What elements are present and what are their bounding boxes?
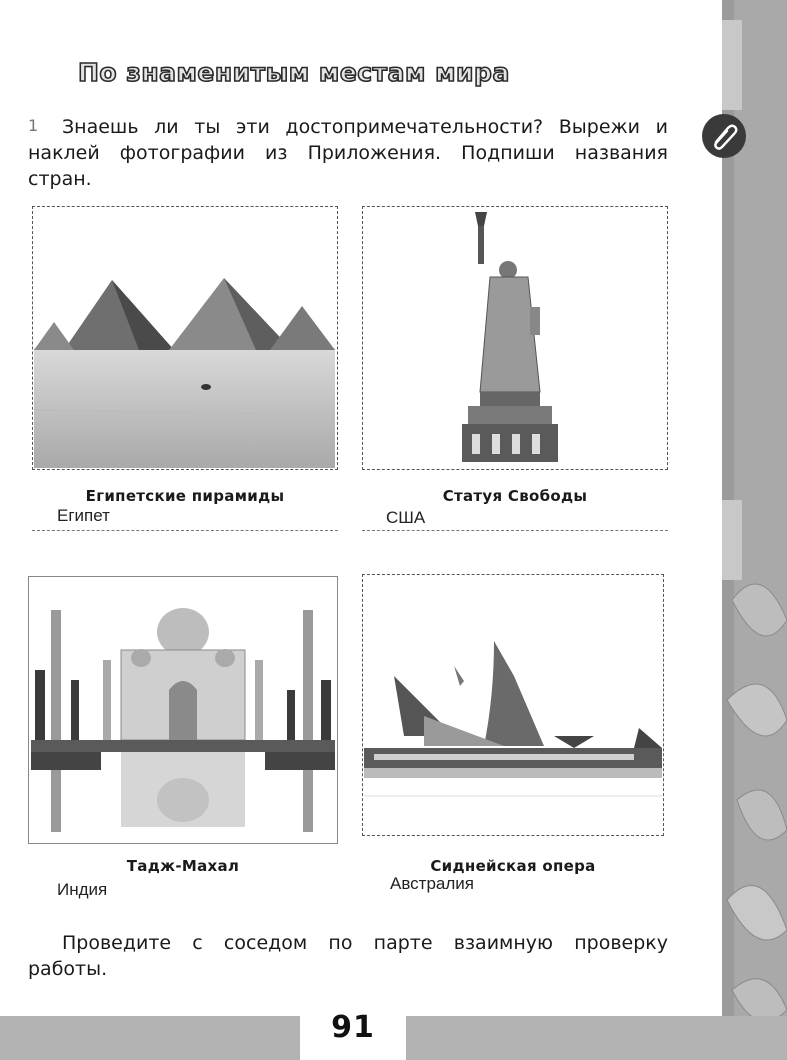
answer-usa: США xyxy=(386,508,426,527)
caption-sydney-opera: Сиднейская опера xyxy=(430,857,596,875)
page-title: По знаменитым местам мира xyxy=(78,58,510,87)
caption-statue: Статуя Свободы xyxy=(442,487,588,505)
leaf-pattern xyxy=(722,0,787,1060)
statue-of-liberty-photo xyxy=(450,212,570,462)
task-number: 1 xyxy=(28,116,39,135)
answer-line xyxy=(362,530,668,531)
answer-egypt: Египет xyxy=(57,506,110,525)
pyramids-photo xyxy=(34,210,335,468)
answer-line xyxy=(32,530,338,531)
taj-mahal-photo xyxy=(31,580,335,842)
answer-australia: Австралия xyxy=(390,874,474,893)
caption-taj-mahal: Тадж-Махал xyxy=(126,857,240,875)
paperclip-icon xyxy=(702,114,746,158)
caption-pyramids: Египетские пирамиды xyxy=(85,487,285,505)
answer-india: Индия xyxy=(57,880,108,899)
right-margin-band xyxy=(722,0,787,1060)
peer-review-instruction: Проведите с соседом по парте взаимную проверку работы. xyxy=(28,932,668,980)
page-number: 91 xyxy=(331,1010,375,1045)
sydney-opera-photo xyxy=(364,636,662,834)
task-text: Знаешь ли ты эти достопримечательности? Вырежи и наклей фотографии из Приложения. Подпиши названия стран. xyxy=(28,116,668,190)
